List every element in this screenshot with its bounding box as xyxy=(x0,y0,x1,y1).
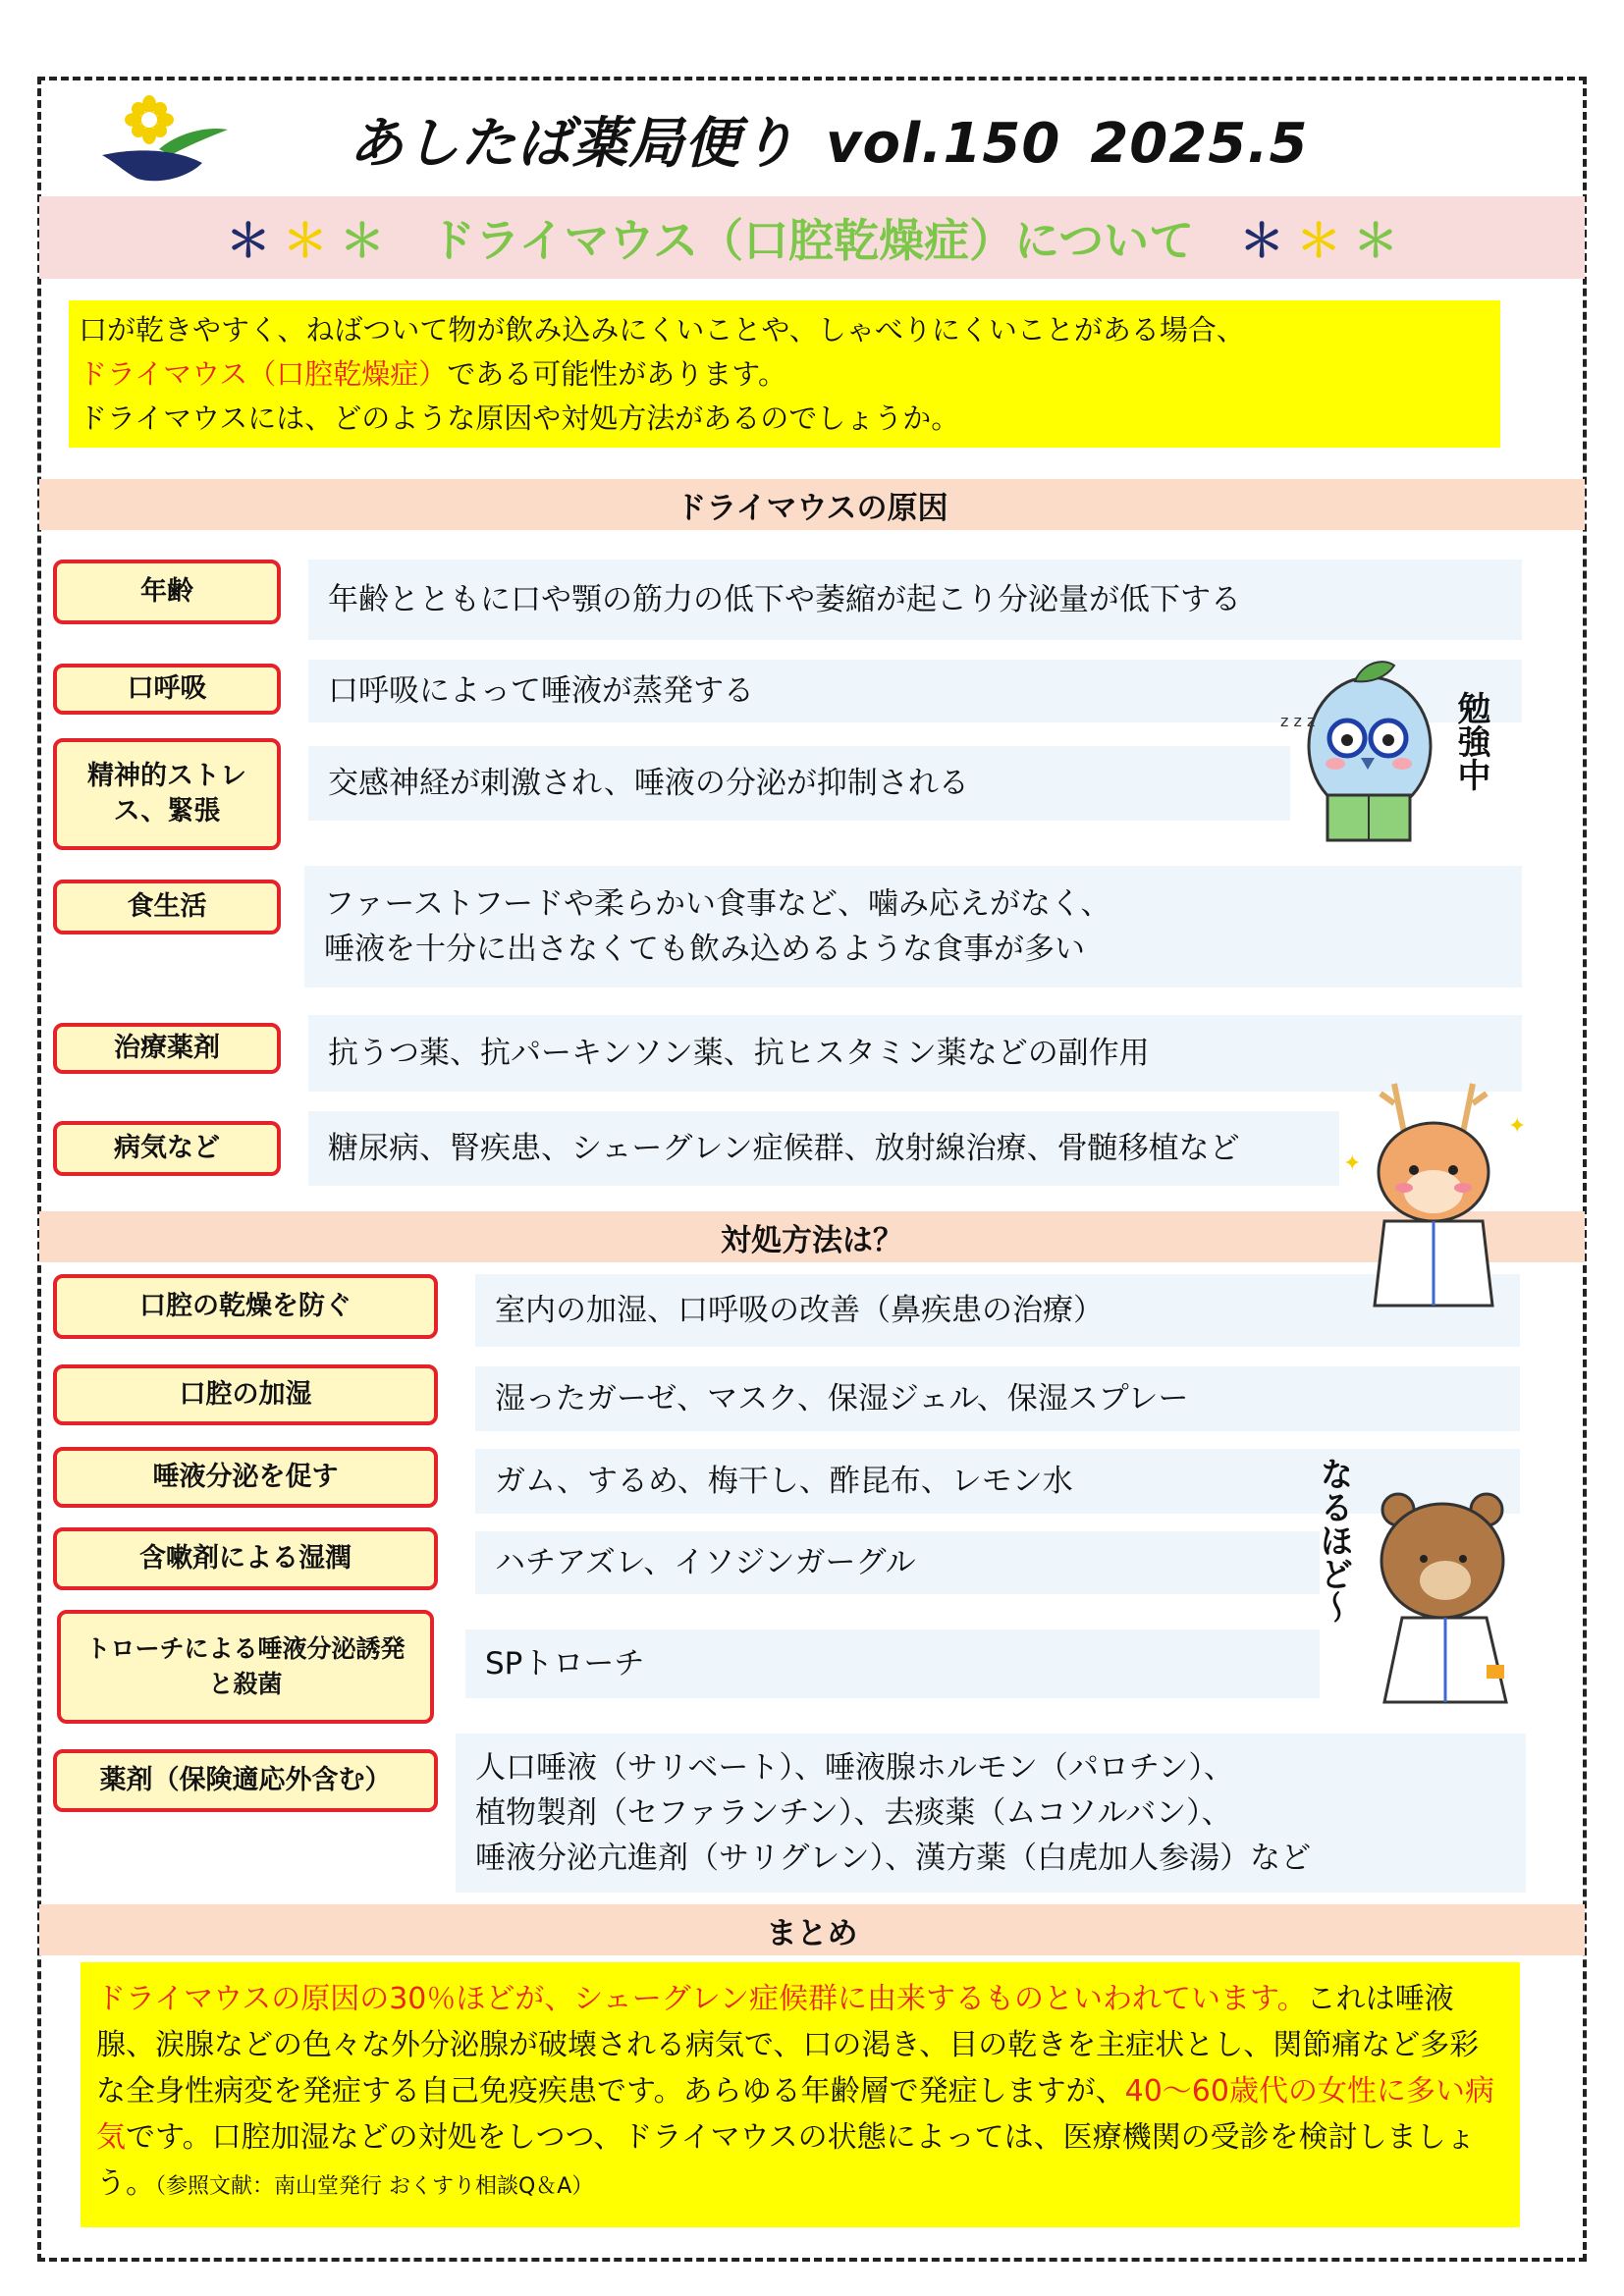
bird-caption: 勉強中 xyxy=(1451,691,1490,791)
remedy-label-prevent-dryness: 口腔の乾燥を防ぐ xyxy=(53,1274,438,1339)
zzz-text: z z z xyxy=(1280,712,1316,730)
cause-label-age: 年齢 xyxy=(53,560,281,624)
star-icon: ＊ xyxy=(339,214,385,267)
remedy-text-humidify: 湿ったガーゼ、マスク、保湿ジェル、保湿スプレー xyxy=(475,1366,1520,1431)
thinking-bear-illustration xyxy=(1359,1480,1526,1706)
remedies-heading: 対処方法は？ xyxy=(39,1211,1585,1262)
remedy-label-drugs: 薬剤（保険適応外含む） xyxy=(53,1749,438,1812)
svg-text:✦: ✦ xyxy=(1343,1151,1362,1176)
cause-text-medication: 抗うつ薬、抗パーキンソン薬、抗ヒスタミン薬などの副作用 xyxy=(308,1015,1522,1092)
summary-heading: まとめ xyxy=(39,1904,1585,1955)
star-icon: ＊ xyxy=(1353,214,1399,267)
remedy-text-stimulate-saliva: ガム、するめ、梅干し、酢昆布、レモン水 xyxy=(475,1449,1520,1514)
deer-illustration xyxy=(1335,1074,1532,1309)
studying-bird-illustration xyxy=(1276,648,1453,864)
remedy-label-troche: トローチによる唾液分泌誘発と殺菌 xyxy=(57,1610,434,1724)
cause-label-medication: 治療薬剤 xyxy=(53,1023,281,1074)
remedy-text-troche: SPトローチ xyxy=(465,1629,1320,1698)
cause-label-diet: 食生活 xyxy=(53,880,281,934)
intro-line-3: ドライマウスには、どのような原因や対処方法があるのでしょうか。 xyxy=(79,401,960,435)
remedy-text-gargle: ハチアズレ、イソジンガーグル xyxy=(475,1531,1320,1594)
ashitaba-logo xyxy=(98,94,232,188)
cause-label-disease: 病気など xyxy=(53,1121,281,1176)
cause-text-diet: ファーストフードや柔らかい食事など、噛み応えがなく、 唾液を十分に出さなくても飲み込めるような食事が多い xyxy=(304,866,1522,988)
remedy-text-drugs: 人口唾液（サリベート）、唾液腺ホルモン（パロチン）、 植物製剤（セファランチン）、去痰薬（ムコソルバン）、 唾液分泌亢進剤（サリグレン）、漢方薬（白虎加人参湯）など xyxy=(456,1734,1526,1893)
star-icon: ＊ xyxy=(225,214,271,267)
cause-text-mouth-breathing: 口呼吸によって唾液が蒸発する xyxy=(308,660,1522,722)
star-icon: ＊ xyxy=(1239,214,1285,267)
topic-band xyxy=(39,196,1585,279)
topic-title-row xyxy=(39,196,1585,279)
star-icon: ＊ xyxy=(282,214,328,267)
reference-note: （参照文献：南山堂発行 おくすり相談Q＆A） xyxy=(155,2174,594,2199)
remedy-label-gargle: 含嗽剤による湿潤 xyxy=(53,1527,438,1590)
intro-box xyxy=(69,300,1500,448)
cause-text-disease: 糖尿病、腎疾患、シェーグレン症候群、放射線治療、骨髄移植など xyxy=(308,1111,1339,1186)
remedy-label-stimulate-saliva: 唾液分泌を促す xyxy=(53,1447,438,1508)
cause-label-stress: 精神的ストレス、緊張 xyxy=(53,738,281,850)
topic-title: ドライマウス（口腔乾燥症）について xyxy=(429,214,1195,267)
remedy-label-humidify: 口腔の加湿 xyxy=(53,1364,438,1425)
causes-heading: ドライマウスの原因 xyxy=(39,479,1585,530)
intro-line-2: ドライマウス（口腔乾燥症）である可能性があります。 xyxy=(79,357,786,391)
star-icon: ＊ xyxy=(1296,214,1342,267)
intro-line-1: 口が乾きやすく、ねばついて物が飲み込みにくいことや、しゃべりにくいことがある場合、 xyxy=(79,313,1245,347)
newsletter-title: あしたば薬局便り vol.150 2025.5 xyxy=(349,112,1309,176)
svg-text:✦: ✦ xyxy=(1508,1114,1527,1139)
summary-box: ドライマウスの原因の30％ほどが、シェーグレン症候群に由来するものといわれています。これは唾液腺、涙腺などの色々な外分泌腺が破壊される病気で、口の渇き、目の乾きを主症状とし、関節痛など多彩な全身性病変を発症する自己免疫疾患です。あらゆる年齢層で発症しますが、40～60歳代の女性に多い病気です。口腔加湿などの対処をしつつ、ドライマウスの状態によっては、医療機関の受診を検討しましょう。（参照文献：南山堂発行 おくすり相談Q＆A） xyxy=(81,1962,1520,2227)
cause-text-age: 年齢とともに口や顎の筋力の低下や萎縮が起こり分泌量が低下する xyxy=(308,560,1522,640)
bear-caption: なるほど～ xyxy=(1314,1457,1353,1624)
cause-text-stress: 交感神経が刺激され、唾液の分泌が抑制される xyxy=(308,746,1290,821)
cause-label-mouth-breathing: 口呼吸 xyxy=(53,664,281,715)
remedy-text-prevent-dryness: 室内の加湿、口呼吸の改善（鼻疾患の治療） xyxy=(475,1274,1520,1347)
